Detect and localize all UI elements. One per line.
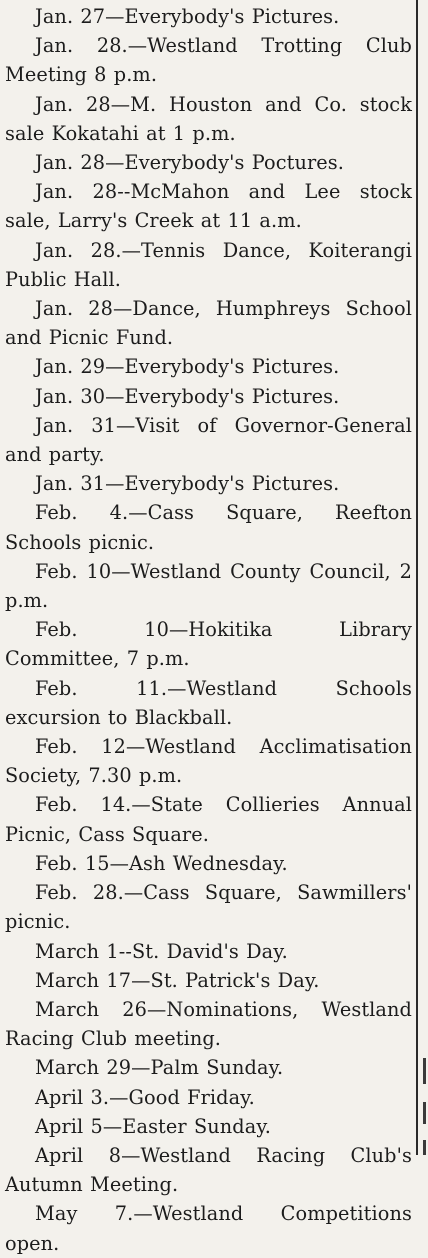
event-entry: Jan. 28--McMahon and Lee stock sale, Larry's Creek at 11 a.m. [5,180,412,233]
event-entry: March 26—Nominations, Westland Racing Club meeting. [5,997,412,1051]
event-entry: May 7.—Westland Competitions open. [5,1202,412,1255]
event-entry: April 8—Westland Racing Club's Autumn Meeting. [5,1143,412,1197]
event-entry: Jan. 28.—Westland Trotting Club Meeting 8 p.m. [5,34,412,87]
event-entry: Jan. 28—Dance, Humphreys School and Picnic Fund. [5,297,412,350]
adjacent-column-fragment [423,1140,426,1155]
event-entry: March 29—Palm Sunday. [35,1056,284,1080]
adjacent-column-fragment [423,1058,426,1084]
event-entry: Jan. 30—Everybody's Pictures. [35,384,340,408]
event-entry: Jan. 31—Everybody's Pictures. [35,472,340,496]
event-entry: Feb. 10—Westland County Council, 2 p.m. [5,559,412,613]
event-entry: Jan. 31—Visit of Governor-General and party. [5,413,412,467]
adjacent-column-fragment [423,1102,426,1124]
event-entry: Jan. 27—Everybody's Pictures. [35,5,340,28]
event-entry: Feb. 15—Ash Wednesday. [35,851,288,875]
event-entry: Jan. 28—Everybody's Poctures. [35,151,345,175]
column-rule [416,0,418,1155]
event-entry: Feb. 10—Hokitika Library Committee, 7 p.m. [5,618,412,671]
event-entry: Feb. 14.—State Collieries Annual Picnic, Cass Square. [5,793,412,846]
event-entry: Feb. 11.—Westland Schools excursion to Blackball. [5,676,412,729]
event-entry: March 17—St. Patrick's Day. [35,968,320,992]
event-entry: April 5—Easter Sunday. [35,1114,272,1138]
event-entry: Jan. 28.—Tennis Dance, Koiterangi Public Hall. [5,238,412,291]
event-entry: Jan. 28—M. Houston and Co. stock sale Kokatahi at 1 p.m. [5,92,412,145]
event-entry: Jan. 29—Everybody's Pictures. [35,355,340,379]
event-entry: March 1--St. David's Day. [35,939,288,963]
event-entry: Feb. 28.—Cass Square, Sawmillers' picnic. [5,881,412,934]
event-entry: Feb. 12—Westland Acclimatisation Society, 7.30 p.m. [5,735,412,788]
event-entry: Feb. 4.—Cass Square, Reefton Schools picnic. [5,501,412,554]
event-entry: April 3.—Good Friday. [35,1085,255,1109]
